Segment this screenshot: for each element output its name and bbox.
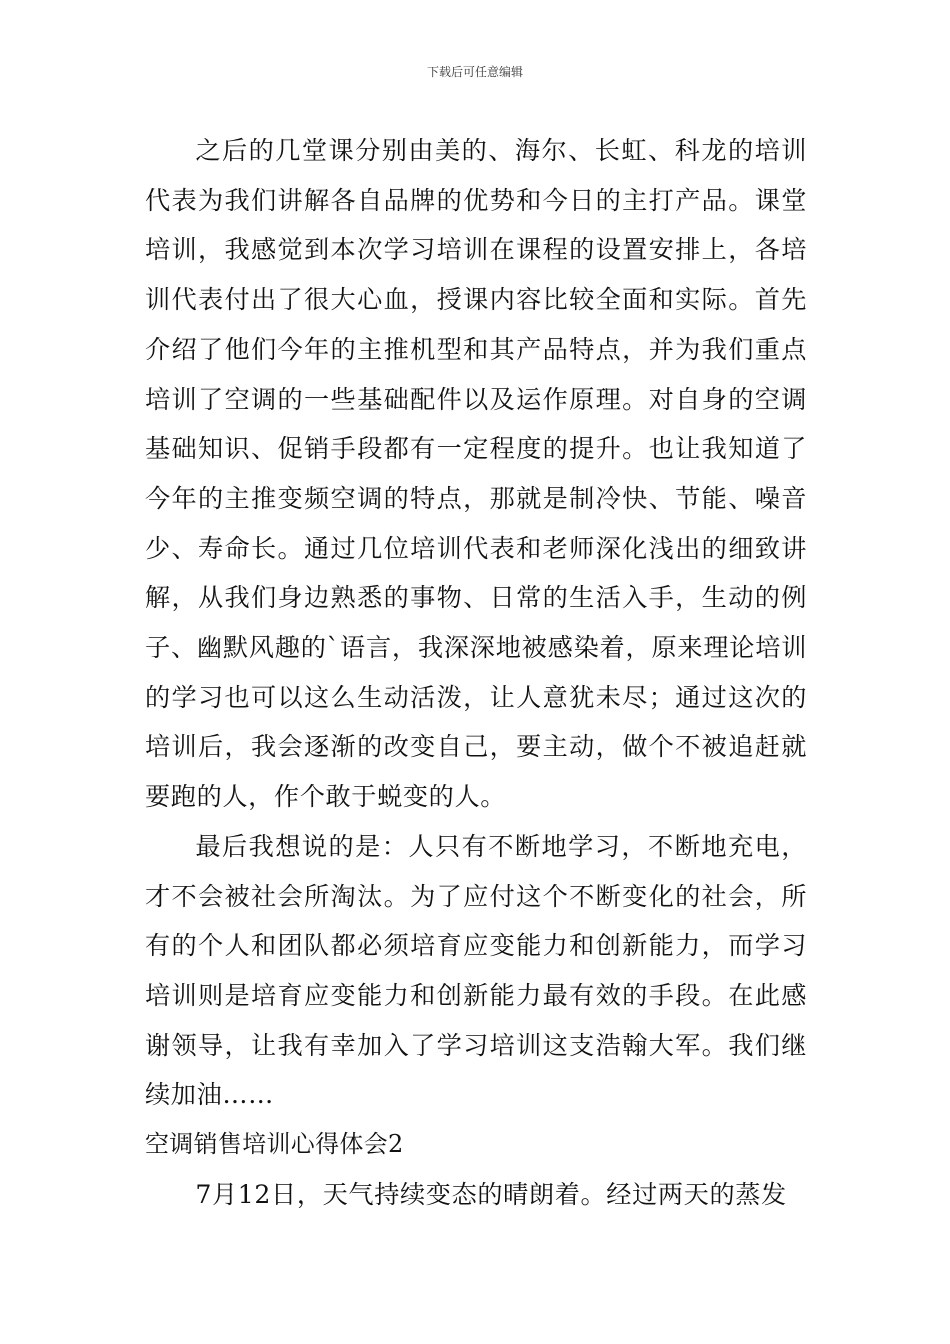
paragraph-training-content: 之后的几堂课分别由美的、海尔、长虹、科龙的培训代表为我们讲解各自品牌的优势和今日的主打产品。课堂培训，我感觉到本次学习培训在课程的设置安排上，各培训代表付出了很大心血，授课内容比较全面和实际。首先介绍了他们今年的主推机型和其产品特点，并为我们重点培训了空调的一些基础配件以及运作原理。对自身的空调基础知识、促销手段都有一定程度的提升。也让我知道了今年的主推变频空调的特点，那就是制冷快、节能、噪音少、寿命长。通过几位培训代表和老师深化浅出的细致讲解，从我们身边熟悉的事物、日常的生活入手，生动的例子、幽默风趣的`语言，我深深地被感染着，原来理论培训的学习也可以这么生动活泼，让人意犹未尽；通过这次的培训后，我会逐渐的改变自己，要主动，做个不被追赶就要跑的人，作个敢于蜕变的人。 xyxy=(145,136,807,812)
section-heading: 空调销售培训心得体会2 xyxy=(145,1130,404,1159)
page-header: 下载后可任意编辑 xyxy=(426,65,523,79)
paragraph-section-2-start: 7月12日，天气持续变态的晴朗着。经过两天的蒸发 xyxy=(195,1179,787,1209)
paragraph-conclusion: 最后我想说的是：人只有不断地学习，不断地充电，才不会被社会所淘汰。为了应付这个不断变化的社会，所有的个人和团队都必须培育应变能力和创新能力，而学习培训则是培育应变能力和创新能力最有效的手段。在此感谢领导，让我有幸加入了学习培训这支浩翰大军。我们继续加油…… xyxy=(145,831,807,1110)
document-body xyxy=(145,126,807,1219)
